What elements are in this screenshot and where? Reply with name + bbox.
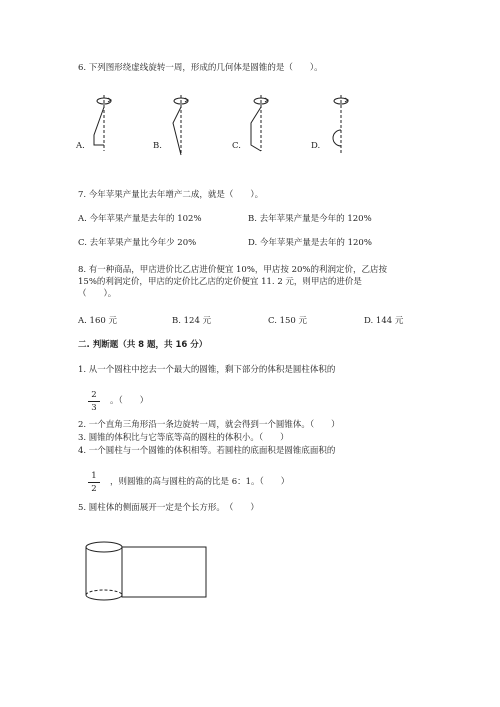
q6-figure-c (251, 95, 268, 151)
s2-q5: 5. 圆柱体的侧面展开一定是个长方形。 （ ） (78, 503, 259, 513)
s2-q1-after: 。（ ） (110, 396, 149, 406)
q7-stem: 7. 今年苹果产量比去年增产二成，就是（ ）。 (78, 190, 264, 200)
s2-q1-frac-num: 2 (91, 390, 97, 400)
fraction-bar (88, 482, 100, 483)
s2-q3: 3. 圆锥的体积比与它等底等高的圆柱的体积小。（ ） (78, 433, 289, 443)
q8-line2: 15%的利润定价，甲店的定价比乙店的定价便宜 11. 2 元，则甲店的进价是 (78, 277, 362, 287)
q7-option-d: D. 今年苹果产量是去年的 120% (248, 238, 372, 248)
fraction-bar (88, 401, 100, 402)
s2-q1-fraction (88, 390, 100, 413)
q6-figure-d (333, 95, 348, 153)
s2-q4-text: 4. 一个圆柱与一个圆锥的体积相等。若圆柱的底面积是圆锥底面积的 (78, 446, 336, 456)
cylinder-top-ellipse (86, 542, 122, 552)
q6-figures (75, 95, 375, 165)
q6-option-d: D. (311, 141, 321, 151)
q6-option-b: B. (153, 141, 162, 151)
s2-q4-frac-den: 2 (91, 484, 97, 494)
unfolded-rectangle (122, 547, 206, 597)
cylinder-bottom-back (86, 590, 122, 595)
q8-option-c: C. 150 元 (268, 316, 308, 326)
q6-option-c: C. (232, 141, 241, 151)
q7-option-c: C. 去年苹果产量比今年少 20% (78, 238, 197, 248)
q7-option-b: B. 去年苹果产量是今年的 120% (248, 214, 372, 224)
q6-figure-a (94, 95, 111, 151)
q6-stem: 6. 下列图形绕虚线旋转一周，形成的几何体是圆锥的是（ ）。 (78, 63, 323, 73)
section2-heading: 二. 判断题（共 8 题，共 16 分） (78, 340, 208, 350)
q7-option-a: A. 今年苹果产量是去年的 102% (78, 214, 202, 224)
q8-line3: （ ）。 (78, 289, 117, 299)
q6-figure-b (173, 95, 188, 155)
s2-q2: 2. 一个直角三角形沿一条边旋转一周，就会得到一个圆锥体。（ ） (78, 420, 340, 430)
s2-q4-after: ，则圆锥的高与圆柱的高的比是 6：1。（ ） (110, 477, 290, 487)
q8-option-d: D. 144 元 (364, 316, 404, 326)
s2-q4-frac-num: 1 (91, 471, 97, 481)
s2-q1-frac-den: 3 (91, 403, 97, 413)
cylinder-unfold-figure (80, 537, 220, 612)
s2-q4-fraction (88, 471, 100, 494)
cylinder-bottom-front (86, 595, 122, 600)
q8-option-b: B. 124 元 (172, 316, 212, 326)
q6-option-a: A. (76, 141, 85, 151)
s2-q1-text: 1. 从一个圆柱中挖去一个最大的圆锥，剩下部分的体积是圆柱体积的 (78, 365, 336, 375)
q8-option-a: A. 160 元 (78, 316, 117, 326)
q8-line1: 8. 有一种商品，甲店进价比乙店进价便宜 10%，甲店按 20%的利润定价，乙店按 (78, 265, 388, 275)
